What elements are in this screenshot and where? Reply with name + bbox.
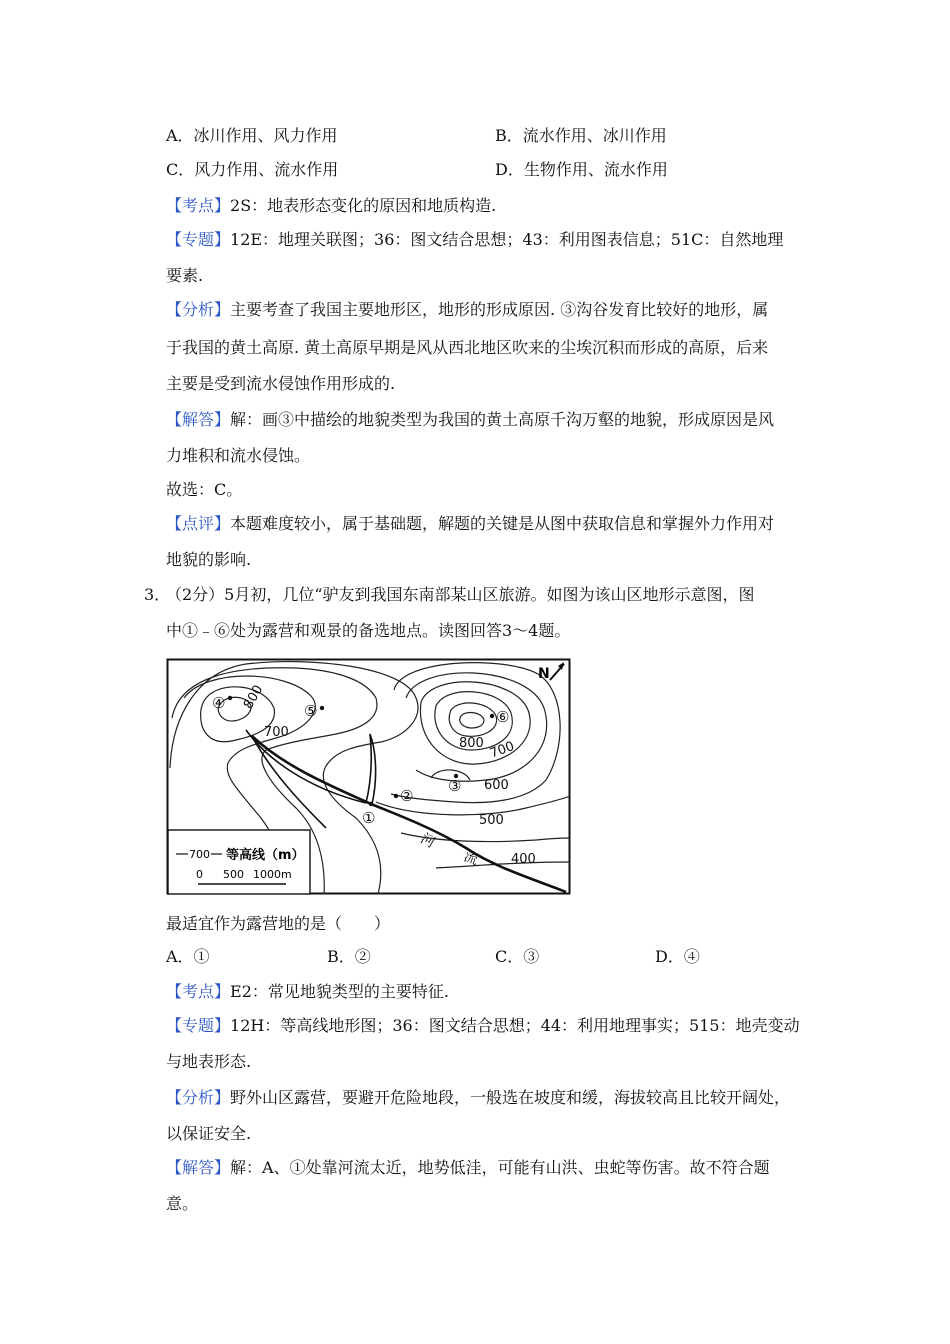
zhuanti-tag: 【专题】 (166, 230, 231, 249)
q2-kaodian (166, 195, 496, 217)
q3-fenxi (166, 1087, 790, 1109)
point-marker (490, 714, 494, 718)
jieda-tag: 【解答】 (166, 410, 231, 429)
scale-label: 0 (196, 868, 203, 881)
river-char: 流 (461, 848, 481, 869)
dianping-tag: 【点评】 (166, 514, 231, 533)
zhuanti-tag: 【专题】 (166, 1016, 231, 1035)
q2-zhuanti (166, 229, 783, 251)
q3-option-b: B．② (327, 947, 371, 966)
scale-label: 500 (223, 868, 244, 881)
kaodian-tag: 【考点】 (166, 982, 231, 1001)
zhuanti-text-1: 12E：地理关联图；36：图文结合思想；43：利用图表信息；51C：自然地理 (230, 230, 784, 249)
kaodian-text: 2S：地表形态变化的原因和地质构造. (230, 196, 497, 215)
q3-number: 3． (144, 585, 171, 604)
jieda-text-1: 解：A、①处靠河流太近，地势低洼，可能有山洪、虫蛇等伤害。故不符合题 (230, 1158, 770, 1177)
jieda-text-2: 意。 (166, 1194, 199, 1213)
point-marker (320, 706, 324, 710)
point-label: ② (400, 787, 414, 805)
fenxi-tag: 【分析】 (166, 1088, 231, 1107)
contour-label: 500 (479, 813, 504, 828)
fenxi-text-3: 主要是受到流水侵蚀作用形成的. (166, 374, 396, 393)
q3-ask: 最适宜作为露营地的是（ ） (166, 914, 391, 933)
dianping-text-1: 本题难度较小，属于基础题，解题的关键是从图中获取信息和掌握外力作用对 (230, 514, 775, 533)
q3-jieda (166, 1157, 770, 1179)
q2-answer: 故选：C。 (166, 480, 243, 499)
q2-fenxi (166, 299, 768, 321)
contour-label: 700 (487, 738, 517, 762)
topographic-map (166, 658, 572, 898)
q3-option-c: C．③ (495, 947, 540, 966)
point-marker (394, 794, 398, 798)
zhuanti-text-1: 12H：等高线地形图；36：图文结合思想；44：利用地理事实；515：地壳变动 (230, 1016, 800, 1035)
q3-zhuanti (166, 1015, 800, 1037)
jieda-tag: 【解答】 (166, 1158, 231, 1177)
river-char: 河 (417, 830, 438, 852)
q3-kaodian (166, 981, 449, 1003)
kaodian-text: E2：常见地貌类型的主要特征. (230, 982, 449, 1001)
q3-stem-1: （2分）5月初，几位“驴友到我国东南部某山区旅游。如图为该山区地形示意图，图 (166, 585, 755, 604)
point-marker (228, 696, 232, 700)
contour-label: 700 (264, 725, 289, 740)
fenxi-text-2: 于我国的黄土高原. 黄土高原早期是风从西北地区吹来的尘埃沉积而形成的高原，后来 (166, 338, 769, 357)
q3-option-d: D．④ (655, 947, 700, 966)
jieda-text-1: 解：画③中描绘的地貌类型为我国的黄土高原千沟万壑的地貌，形成原因是风 (230, 410, 775, 429)
q2-option-c: C．风力作用、流水作用 (166, 160, 339, 179)
point-label: ① (362, 809, 376, 827)
contour-label: 800 (240, 682, 267, 712)
legend-contour-value: 700 (189, 848, 210, 861)
fenxi-tag: 【分析】 (166, 300, 231, 319)
fenxi-text-2: 以保证安全. (166, 1124, 252, 1143)
q2-option-b: B．流水作用、冰川作用 (495, 126, 667, 145)
point-label: ⑤ (304, 702, 318, 720)
contour-label: 400 (511, 852, 536, 867)
north-label: N (538, 666, 550, 682)
jieda-text-2: 力堆积和流水侵蚀。 (166, 446, 311, 465)
q3-option-a: A．① (166, 947, 210, 966)
zhuanti-text-2: 要素. (166, 266, 204, 285)
q2-option-a: A．冰川作用、风力作用 (166, 126, 338, 145)
point-marker (369, 802, 373, 806)
point-label: ③ (448, 777, 462, 795)
q2-jieda (166, 409, 774, 431)
contour-label: 800 (459, 736, 484, 751)
q3-stem-2: 中①﹣⑥处为露营和观景的备选地点。读图回答3～4题。 (166, 621, 571, 640)
legend-contour-label: 等高线（m） (226, 848, 305, 863)
contour-label: 600 (484, 778, 509, 793)
scale-label: 1000m (253, 868, 292, 881)
point-label: ④ (212, 694, 226, 712)
dianping-text-2: 地貌的影响. (166, 550, 252, 569)
fenxi-text-1: 主要考查了我国主要地形区，地形的形成原因. ③沟谷发育比较好的地形，属 (230, 300, 769, 319)
point-label: ⑥ (496, 708, 510, 726)
q2-option-d: D．生物作用、流水作用 (495, 160, 668, 179)
zhuanti-text-2: 与地表形态. (166, 1052, 252, 1071)
fenxi-text-1: 野外山区露营，要避开危险地段，一般选在坡度和缓，海拔较高且比较开阔处， (230, 1088, 791, 1107)
kaodian-tag: 【考点】 (166, 196, 231, 215)
q2-dianping (166, 513, 774, 535)
